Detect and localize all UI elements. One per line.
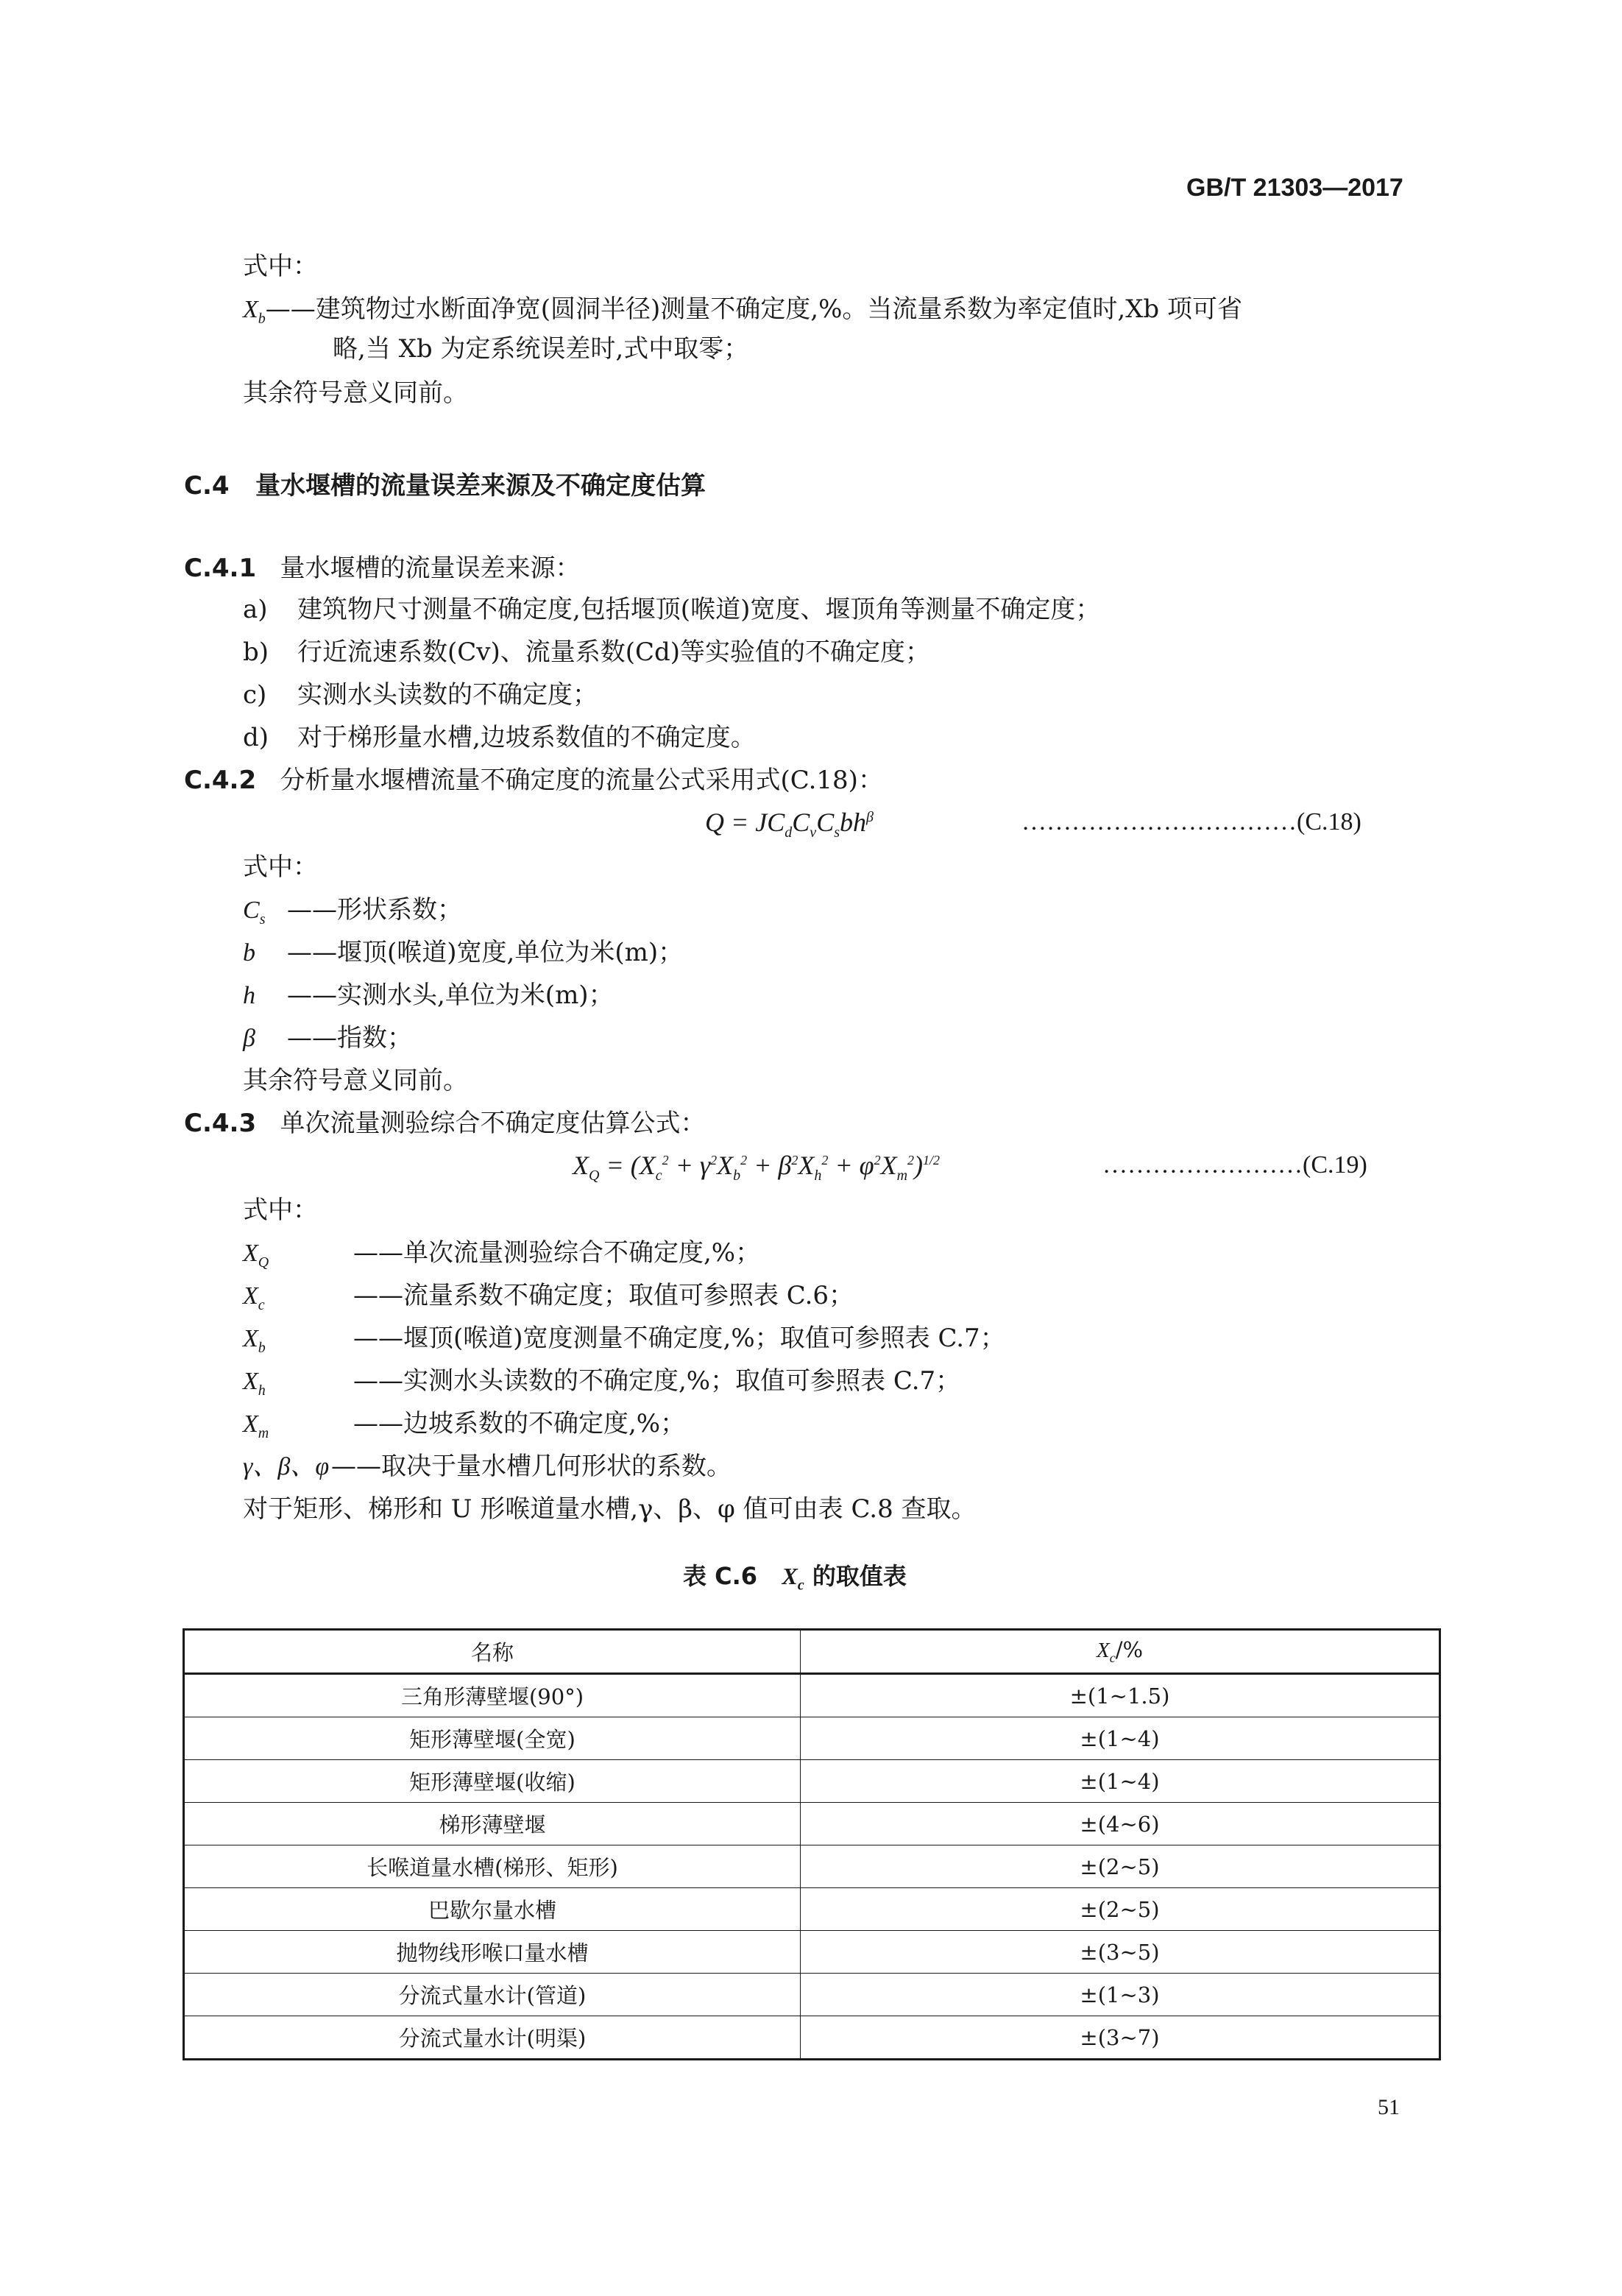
clause-c43-text: 单次流量测验综合不确定度估算公式： — [280, 1109, 706, 1138]
table-cell-name: 抛物线形喉口量水槽 — [184, 1931, 801, 1974]
clause-c43-number: C.4.3 — [184, 1109, 257, 1138]
xc-value-table — [183, 1628, 1441, 2060]
clause-c42-number: C.4.2 — [184, 766, 257, 795]
table-cell-name: 分流式量水计(明渠) — [184, 2016, 801, 2060]
table-row — [184, 1888, 1440, 1931]
table-cell-value: ±(2~5) — [801, 1888, 1440, 1931]
table-cell-value: ±(1~4) — [801, 1717, 1440, 1760]
def-beta: β ——指数； — [243, 1023, 412, 1053]
table-cell-value: ±(3~7) — [801, 2016, 1440, 2060]
table-cell-name: 梯形薄壁堰 — [184, 1803, 801, 1845]
note-table-c8: 对于矩形、梯形和 U 形喉道量水槽,γ、β、φ 值可由表 C.8 查取。 — [243, 1494, 977, 1524]
section-heading — [184, 465, 706, 501]
def-h: h ——实测水头,单位为米(m)； — [243, 981, 614, 1010]
table-cell-name: 三角形薄壁堰(90°) — [184, 1674, 801, 1717]
list-item: b) 行近流速系数(Cv)、流量系数(Cd)等实验值的不确定度； — [243, 637, 931, 667]
clause-c41 — [184, 552, 581, 584]
page-number: 51 — [1378, 2095, 1400, 2119]
rest-note: 其余符号意义同前。 — [243, 378, 468, 408]
formula-c18: $Q = JC_dC_vC_sbh^\beta$ — [705, 808, 874, 841]
table-cell-value: ±(4~6) — [801, 1803, 1440, 1845]
clause-c41-text: 量水堰槽的流量误差来源： — [280, 554, 581, 583]
table-cell-value: ±(2~5) — [801, 1845, 1440, 1888]
table-cell-value: ±(1~3) — [801, 1974, 1440, 2016]
table-row — [184, 2016, 1440, 2060]
table-cell-name: 分流式量水计(管道) — [184, 1974, 801, 2016]
table-cell-name: 长喉道量水槽(梯形、矩形) — [184, 1845, 801, 1888]
section-title: 量水堰槽的流量误差来源及不确定度估算 — [255, 471, 706, 501]
table-caption: 表 C.6 $X_c$ 的取值表 — [683, 1562, 907, 1594]
table-row — [184, 1974, 1440, 2016]
list-item: c) 实测水头读数的不确定度； — [243, 680, 598, 710]
def-xh: $X_h$ ——实测水头读数的不确定度,%；取值可参照表 C.7； — [243, 1366, 961, 1399]
clause-c42 — [184, 764, 883, 796]
def-gamma-beta-phi: γ、β、φ——取决于量水槽几何形状的系数。 — [243, 1452, 732, 1481]
clause-c41-number: C.4.1 — [184, 554, 257, 583]
list-item: d) 对于梯形量水槽,边坡系数值的不确定度。 — [243, 723, 756, 752]
def-xb-text: ——建筑物过水断面净宽(圆洞半径)测量不确定度,%。当流量系数为率定值时,Xb 项可省 — [265, 294, 1243, 324]
table-cell-name: 巴歇尔量水槽 — [184, 1888, 801, 1931]
def-xb: $X_b$ ——堰顶(喉道)宽度测量不确定度,%；取值可参照表 C.7； — [243, 1324, 1005, 1356]
table-row — [184, 1717, 1440, 1760]
equation-number-c19: ……………………(C.19) — [1102, 1151, 1367, 1179]
table-row — [184, 1845, 1440, 1888]
table-cell-value: ±(3~5) — [801, 1931, 1440, 1974]
section-number: C.4 — [184, 471, 230, 501]
def-b: b ——堰顶(喉道)宽度,单位为米(m)； — [243, 938, 684, 967]
table-row — [184, 1931, 1440, 1974]
shizhong-label: 式中： — [243, 1195, 318, 1225]
list-item: a) 建筑物尺寸测量不确定度,包括堰顶(喉道)宽度、堰顶角等测量不确定度； — [243, 595, 1101, 624]
def-cs: $C_s$ ——形状系数； — [243, 895, 462, 928]
clause-c43 — [184, 1107, 706, 1140]
column-header-name: 名称 — [184, 1630, 801, 1674]
def-xb-text-cont: 略,当 Xb 为定系统误差时,式中取零； — [333, 334, 749, 364]
def-xq: $X_Q$ ——单次流量测验综合不确定度,%； — [243, 1238, 761, 1271]
table-cell-name: 矩形薄壁堰(收缩) — [184, 1760, 801, 1803]
def-xc: $X_c$ ——流量系数不确定度；取值可参照表 C.6； — [243, 1281, 854, 1313]
table-row — [184, 1760, 1440, 1803]
def-xb-line — [243, 293, 1242, 335]
standard-number: GB/T 21303—2017 — [1186, 174, 1403, 202]
table-header-row — [184, 1630, 1440, 1674]
table-row — [184, 1803, 1440, 1845]
shizhong-label: 式中： — [243, 852, 318, 882]
clause-c42-text: 分析量水堰槽流量不确定度的流量公式采用式(C.18)： — [280, 766, 883, 795]
formula-c19: $X_Q = (X_c^2 + \gamma^2X_b^2 + \beta^2X_h^2 + \varphi^2X_m^2)^{1/2}$ — [573, 1151, 941, 1184]
shizhong-label: 式中： — [243, 252, 318, 281]
rest-note: 其余符号意义同前。 — [243, 1066, 468, 1095]
table-row — [184, 1674, 1440, 1717]
def-xm: $X_m$ ——边坡系数的不确定度,%； — [243, 1409, 686, 1441]
equation-number-c18: ……………………………(C.18) — [1021, 808, 1361, 836]
table-cell-name: 矩形薄壁堰(全宽) — [184, 1717, 801, 1760]
table-cell-value: ±(1~1.5) — [801, 1674, 1440, 1717]
column-header-xc: $X_c/\%$ — [801, 1630, 1440, 1674]
table-cell-value: ±(1~4) — [801, 1760, 1440, 1803]
symbol-xb: $X_b$ — [243, 296, 266, 327]
